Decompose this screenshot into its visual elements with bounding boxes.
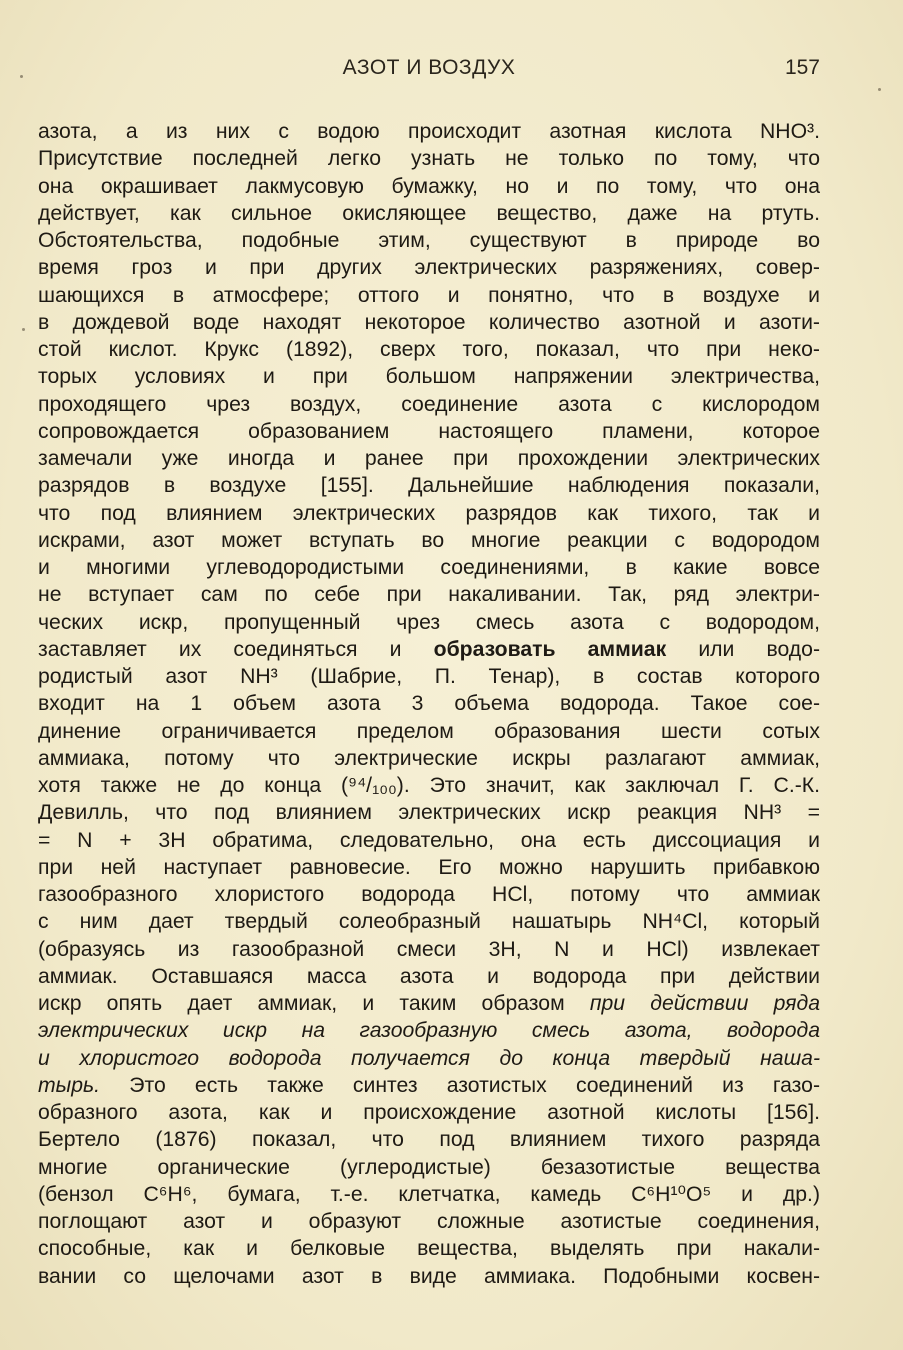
bold-term: образовать аммиак (433, 637, 667, 661)
text-line: образного азота, как и происхождение азотной кислоты [156]. (38, 1101, 820, 1124)
text-segment: искр опять дает аммиак, и таким образом (38, 992, 590, 1015)
text-line: не вступает сам по себе при накаливании. Так, ряд электри- (38, 583, 820, 607)
running-title: АЗОТ И ВОЗДУХ (342, 56, 516, 79)
text-line: входит на 1 объем азота 3 объема водорода. Такое сое- (38, 692, 820, 716)
text-line: родистый азот NH³ (Шабрие, П. Тенар), в состав которого (38, 665, 820, 688)
text-line (38, 1017, 820, 1044)
text-line (38, 1045, 820, 1072)
text-line: проходящего чрез воздух, соединение азота с кислородом (38, 392, 820, 416)
text-segment: или водо- (666, 637, 820, 661)
text-line: (образуясь из газообразной смеси 3H, N и HCl) извлекает (38, 937, 820, 961)
text-line: газообразного хлористого водорода HCl, потому что аммиак (38, 883, 820, 906)
text-line: Бертело (1876) показал, что под влиянием тихого разряда (38, 1128, 820, 1152)
text-line: (бензол C⁶H⁶, бумага, т.-е. клетчатка, камедь C⁶H¹⁰O⁵ и др.) (38, 1182, 820, 1206)
text-line (38, 990, 820, 1017)
text-line: и многими углеводородистыми соединениями, в какие вовсе (38, 556, 820, 579)
text-line: шающихся в атмосфере; оттого и понятно, что в воздухе и (38, 283, 820, 307)
text-line: хотя также не до конца (⁹⁴/₁₀₀). Это значит, как заключал Г. С.-К. (38, 774, 820, 797)
text-line (38, 963, 820, 990)
running-head (38, 56, 820, 90)
text-line: она окрашивает лакмусовую бумажку, но и по тому, что она (38, 174, 820, 198)
text-line: при ней наступает равновесие. Его можно нарушить прибавкою (38, 855, 820, 879)
text-line: стой кислот. Крукс (1892), сверх того, показал, что при неко- (38, 338, 820, 361)
text-segment: Это есть также синтез азотистых соединений из газо- (100, 1073, 820, 1097)
text-line: разрядов в воздухе [155]. Дальнейшие наблюдения показали, (38, 474, 820, 498)
text-line: азота, а из них с водою происходит азотная кислота NHO³. (38, 120, 820, 143)
italic-emphasis: при действии ряда (589, 992, 820, 1015)
text-segment: заставляет их соединяться и (38, 637, 434, 661)
page-number: 157 (784, 56, 820, 79)
text-line: ческих искр, пропущенный чрез смесь азота с водородом, (38, 610, 820, 634)
text-line: с ним дает твердый солеобразный нашатырь NH⁴Cl, который (38, 910, 820, 934)
text-line: сопровождается образованием настоящего пламени, которое (38, 419, 820, 443)
text-line: время гроз и при других электрических разряжениях, совер- (38, 256, 820, 280)
text-line: Обстоятельства, подобные этим, существуют в природе во (38, 229, 820, 252)
italic-emphasis: тырь. (38, 1073, 101, 1097)
text-line: аммиака, потому что электрические искры разлагают аммиак, (38, 746, 820, 770)
text-line: динение ограничивается пределом образования шести сотых (38, 719, 820, 743)
text-line: Присутствие последней легко узнать не только по тому, что (38, 147, 820, 171)
paper-speck (878, 88, 881, 91)
text-segment: аммиак. Оставшаяся масса азота и водорода при действии (38, 964, 820, 988)
text-line: действует, как сильное окисляющее вещество, даже на ртуть. (38, 201, 820, 225)
text-line: Девилль, что под влиянием электрических искр реакция NH³ = (38, 801, 820, 825)
text-line: искрами, азот может вступать во многие реакции с водородом (38, 528, 820, 552)
text-line: поглощают азот и образуют сложные азотистые соединения, (38, 1210, 820, 1233)
text-line: способные, как и белковые вещества, выделять при накали- (38, 1237, 820, 1261)
paper-speck (20, 75, 23, 78)
body-text (38, 118, 820, 1290)
text-line (38, 1072, 820, 1099)
text-line: замечали уже иногда и ранее при прохождении электрических (38, 447, 820, 470)
paper-speck (22, 328, 25, 331)
text-line: = N + 3H обратима, следовательно, она есть диссоциация и (38, 828, 820, 852)
text-line: что под влиянием электрических разрядов как тихого, так и (38, 501, 820, 525)
text-line: вании со щелочами азот в виде аммиака. Подобными косвен- (38, 1264, 820, 1288)
text-line (38, 636, 820, 663)
italic-emphasis: и хлористого водорода получается до конца твердый наша- (38, 1046, 820, 1070)
text-line: в дождевой воде находят некоторое количество азотной и азоти- (38, 310, 820, 334)
text-line: многие органические (углеродистые) безазотистые вещества (38, 1155, 820, 1179)
italic-emphasis: электрических искр на газообразную смесь азота, водорода (38, 1019, 820, 1043)
text-line: торых условиях и при большом напряжении электричества, (38, 365, 820, 389)
